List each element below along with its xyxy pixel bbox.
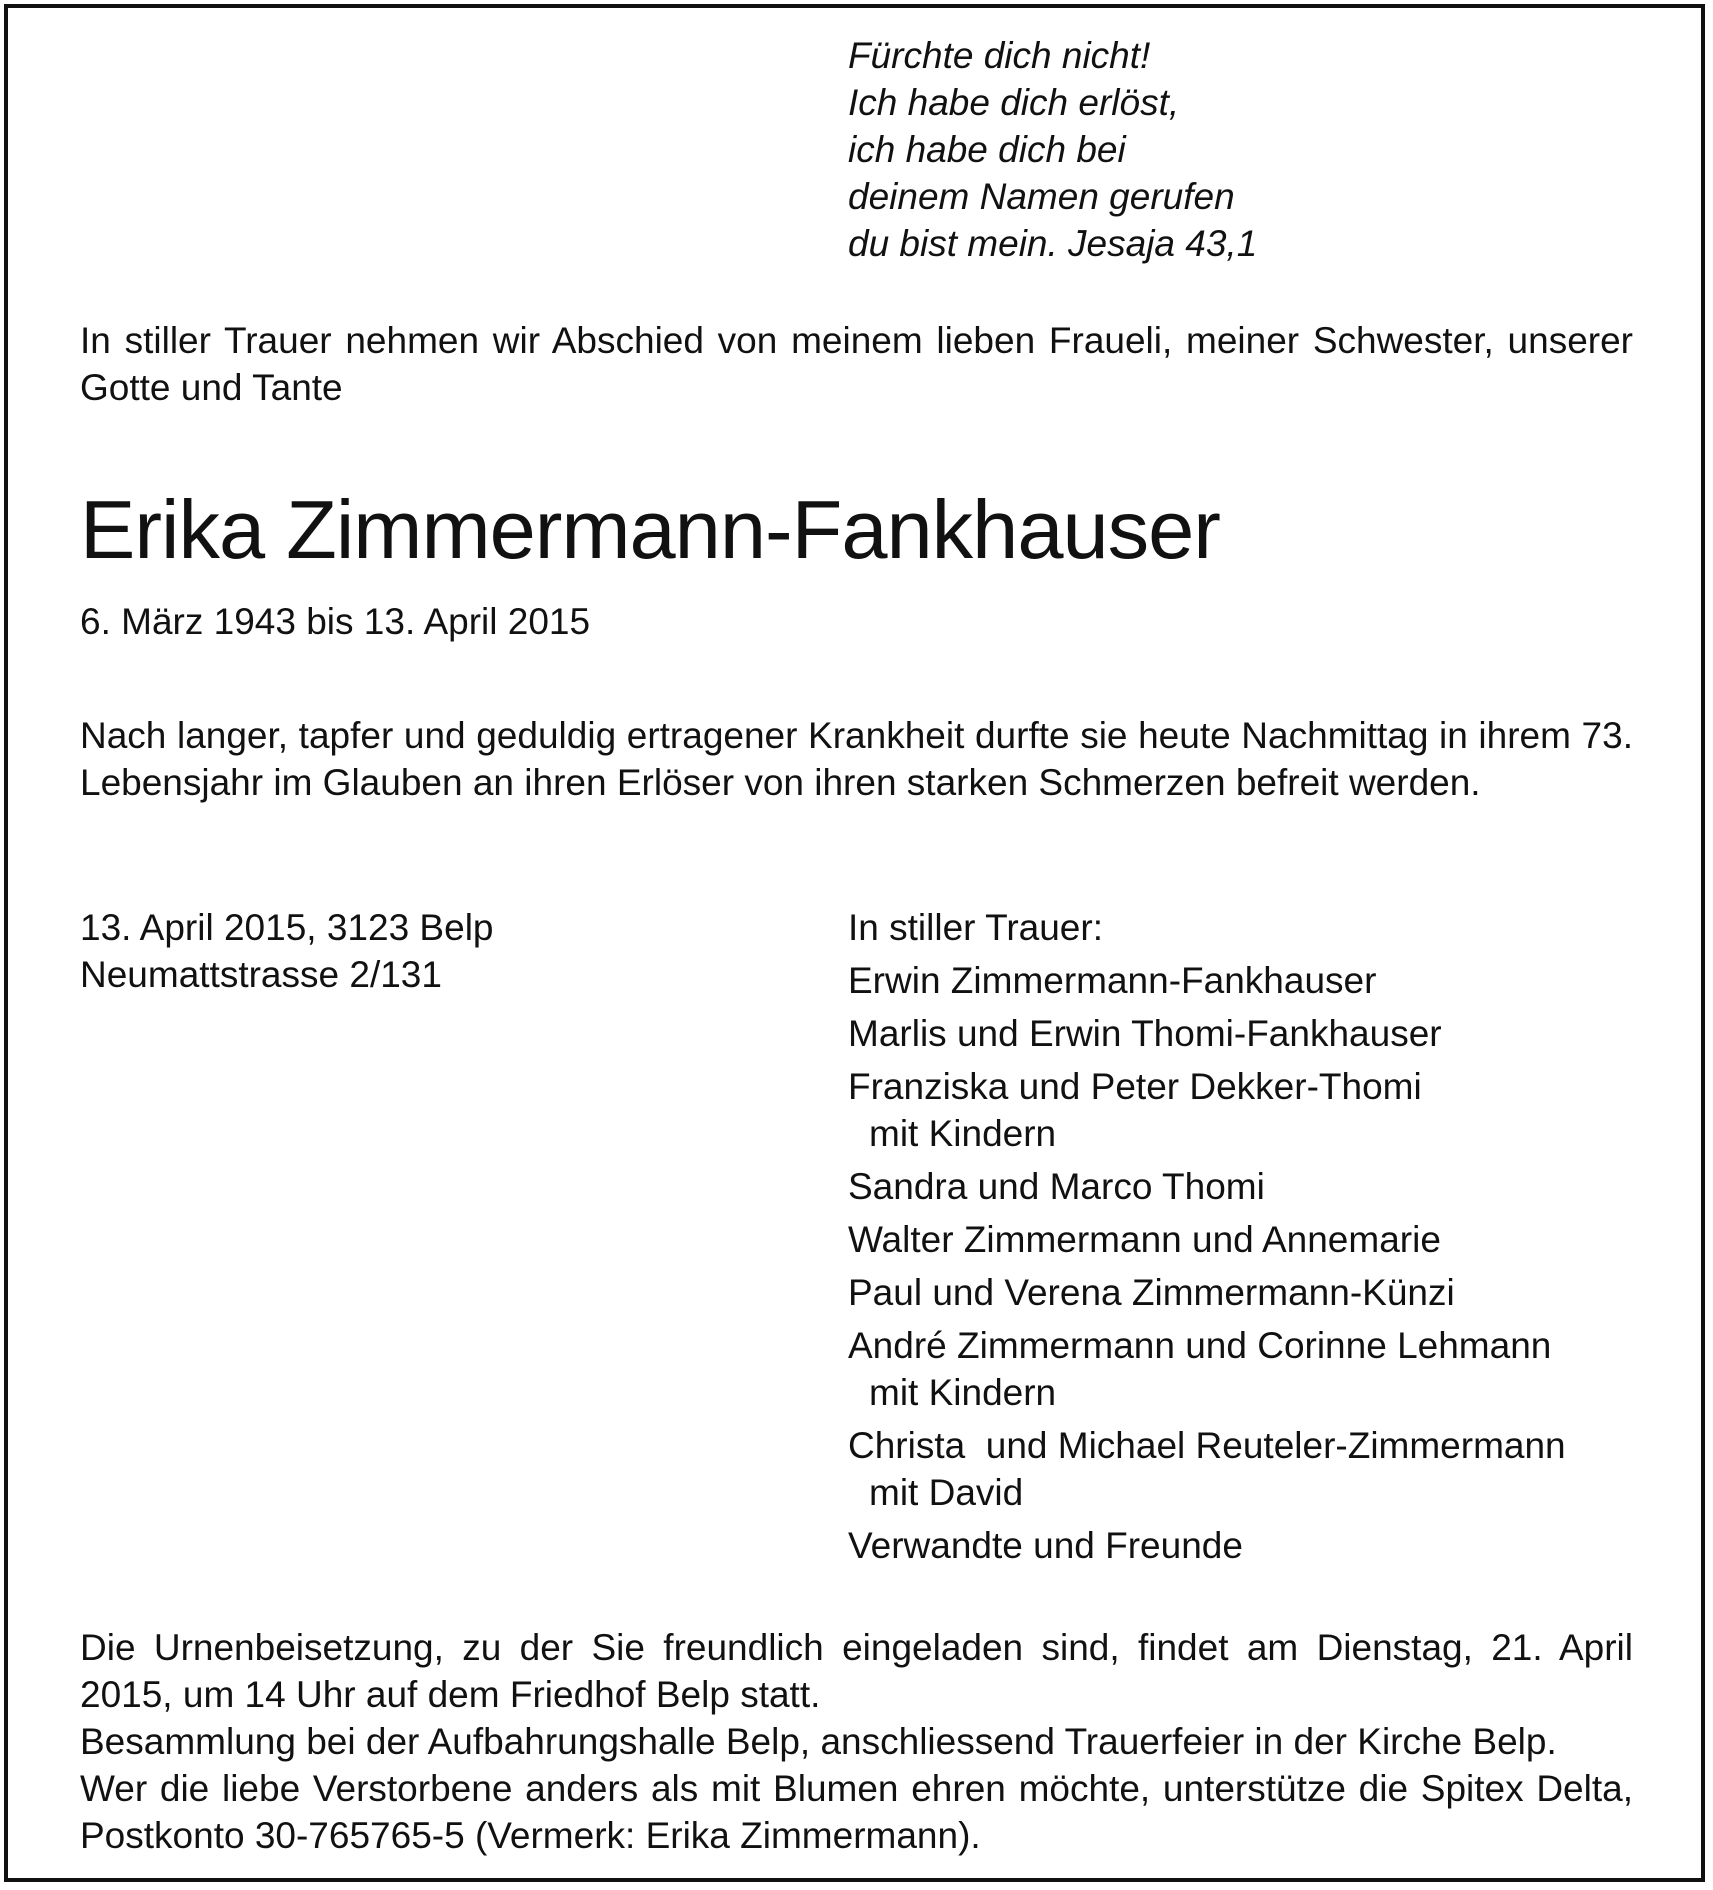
verse-line: ich habe dich bei [848, 129, 1126, 170]
deceased-name: Erika Zimmermann-Fankhauser [80, 483, 1220, 576]
verse-line: du bist mein. Jesaja 43,1 [848, 223, 1258, 264]
verse-line: Fürchte dich nicht! [848, 35, 1151, 76]
mourner-entry [848, 1269, 1566, 1316]
mourner-name: André Zimmermann und Corinne Lehmann [848, 1325, 1552, 1366]
mourner-name: Walter Zimmermann und Annemarie [848, 1219, 1441, 1260]
mourner-name: Marlis und Erwin Thomi-Fankhauser [848, 1013, 1442, 1054]
intro-text: In stiller Trauer nehmen wir Abschied von meinem lieben Fraueli, meiner Schwester, unserer Gotte und Tante [80, 320, 1633, 408]
mourner-entry [848, 1422, 1566, 1516]
mourner-sub: mit Kindern [869, 1113, 1057, 1154]
donation-info: Wer die liebe Verstorbene anders als mit Blumen ehren möchte, unterstütze die Spitex Delta, Postkonto 30-765765-5 (Vermerk: Erika Zimmermann). [80, 1768, 1633, 1856]
life-dates: 6. März 1943 bis 13. April 2015 [80, 601, 591, 642]
address-block [80, 904, 494, 998]
closing-text [80, 1624, 1633, 1859]
gathering-info: Besammlung bei der Aufbahrungshalle Belp, anschliessend Trauerfeier in der Kirche Belp. [80, 1721, 1557, 1762]
mourner-entry [848, 1322, 1566, 1416]
mourner-entry [848, 1010, 1566, 1057]
mourner-entry [848, 1063, 1566, 1157]
mourner-entry [848, 1163, 1566, 1210]
passing-text: Nach langer, tapfer und geduldig ertragener Krankheit durfte sie heute Nachmittag in ihrem 73. Lebensjahr im Glauben an ihren Erlöser von ihren starken Schmerzen befreit werden. [80, 715, 1633, 803]
address-date-place: 13. April 2015, 3123 Belp [80, 907, 494, 948]
mourner-name: Franziska und Peter Dekker-Thomi [848, 1066, 1422, 1107]
address-street: Neumattstrasse 2/131 [80, 954, 442, 995]
verse-line: deinem Namen gerufen [848, 176, 1235, 217]
mourner-entry [848, 1216, 1566, 1263]
bible-verse [848, 32, 1257, 267]
mourner-name: Verwandte und Freunde [848, 1525, 1243, 1566]
mourner-name: Sandra und Marco Thomi [848, 1166, 1265, 1207]
verse-line: Ich habe dich erlöst, [848, 82, 1180, 123]
mourner-sub: mit Kindern [869, 1372, 1057, 1413]
mourner-name: Paul und Verena Zimmermann-Künzi [848, 1272, 1455, 1313]
mourner-entry [848, 1522, 1566, 1569]
mourner-sub: mit David [869, 1472, 1024, 1513]
mourner-name: Christa und Michael Reuteler-Zimmermann [848, 1425, 1566, 1466]
mourners-heading: In stiller Trauer: [848, 907, 1103, 948]
burial-info: Die Urnenbeisetzung, zu der Sie freundlich eingeladen sind, findet am Dienstag, 21. April 2015, um 14 Uhr auf dem Friedhof Belp statt. [80, 1627, 1633, 1715]
mourner-entry [848, 957, 1566, 1004]
mourner-name: Erwin Zimmermann-Fankhauser [848, 960, 1377, 1001]
mourners-list [848, 904, 1566, 1575]
